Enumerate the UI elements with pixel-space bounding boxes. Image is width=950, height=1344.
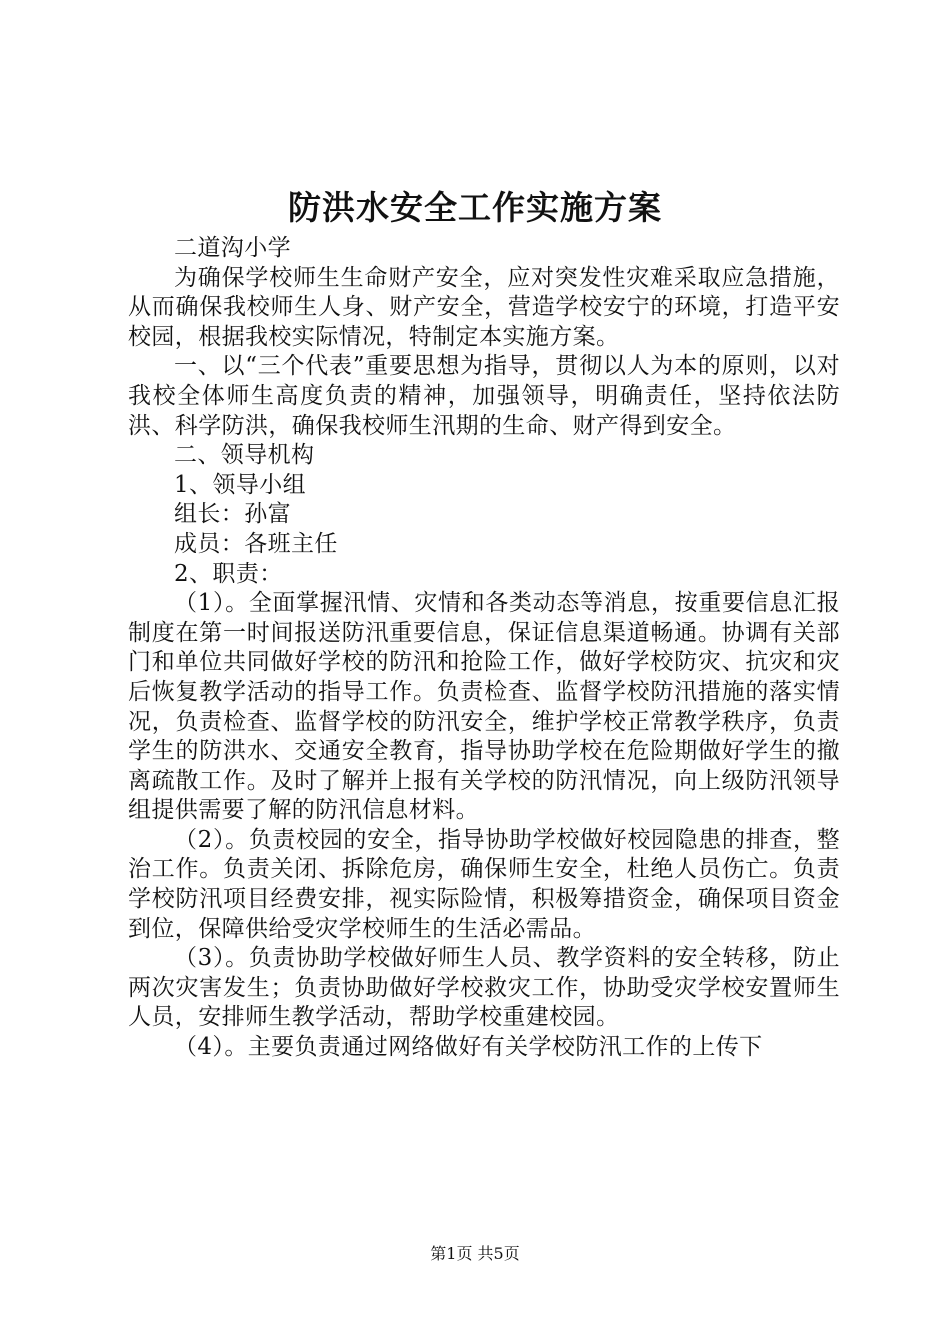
page-number-footer: 第1页 共5页 bbox=[430, 1244, 520, 1263]
school-name: 二道沟小学 bbox=[174, 235, 291, 261]
section-heading-leadership: 二、领导机构 bbox=[174, 442, 315, 469]
duty-paragraph-4: （4）。主要负责通过网络做好有关学校防汛工作的上传下 bbox=[174, 1034, 763, 1061]
document-body bbox=[128, 234, 840, 1063]
duty-paragraph-3: （3）。负责协助学校做好师生人员、教学资料的安全转移，防止两次灾害发生；负责协助做好学校救灾工作，协助受灾学校安置师生人员，安排师生教学活动，帮助学校重建校园。 bbox=[128, 945, 840, 1031]
duty-paragraph-2: （2）。负责校园的安全，指导协助学校做好校园隐患的排查，整治工作。负责关闭、拆除危房，确保师生安全，杜绝人员伤亡。负责学校防汛项目经费安排，视实际险情，积极筹措资金，确保项目资金到位，保障供给受灾学校师生的生活必需品。 bbox=[128, 826, 840, 942]
guiding-principle-paragraph: 一、以“三个代表”重要思想为指导，贯彻以人为本的原则，以对我校全体师生高度负责的精神，加强领导，明确责任，坚持依法防洪、科学防洪，确保我校师生汛期的生命、财产得到安全。 bbox=[128, 353, 840, 439]
group-leader-line: 组长：孙富 bbox=[174, 501, 291, 528]
group-members-line: 成员：各班主任 bbox=[174, 530, 338, 557]
duty-paragraph-1: （1）。全面掌握汛情、灾情和各类动态等消息，按重要信息汇报制度在第一时间报送防汛重要信息，保证信息渠道畅通。协调有关部门和单位共同做好学校的防汛和抢险工作，做好学校防灾、抗灾和灾后恢复教学活动的指导工作。负责检查、监督学校防汛措施的落实情况，负责检查、监督学校的防汛安全，维护学校正常教学秩序，负责学生的防洪水、交通安全教育，指导协助学校在危险期做好学生的撤离疏散工作。及时了解并上报有关学校的防汛情况，向上级防汛领导组提供需要了解的防汛信息材料。 bbox=[128, 590, 840, 824]
document-title: 防洪水安全工作实施方案 bbox=[288, 188, 662, 227]
subheading-duties: 2、职责： bbox=[174, 560, 283, 587]
subheading-leadership-group: 1、领导小组 bbox=[174, 471, 307, 498]
intro-paragraph: 为确保学校师生生命财产安全，应对突发性灾难采取应急措施，从而确保我校师生人身、财产安全，营造学校安宁的环境，打造平安校园，根据我校实际情况，特制定本实施方案。 bbox=[128, 264, 840, 350]
